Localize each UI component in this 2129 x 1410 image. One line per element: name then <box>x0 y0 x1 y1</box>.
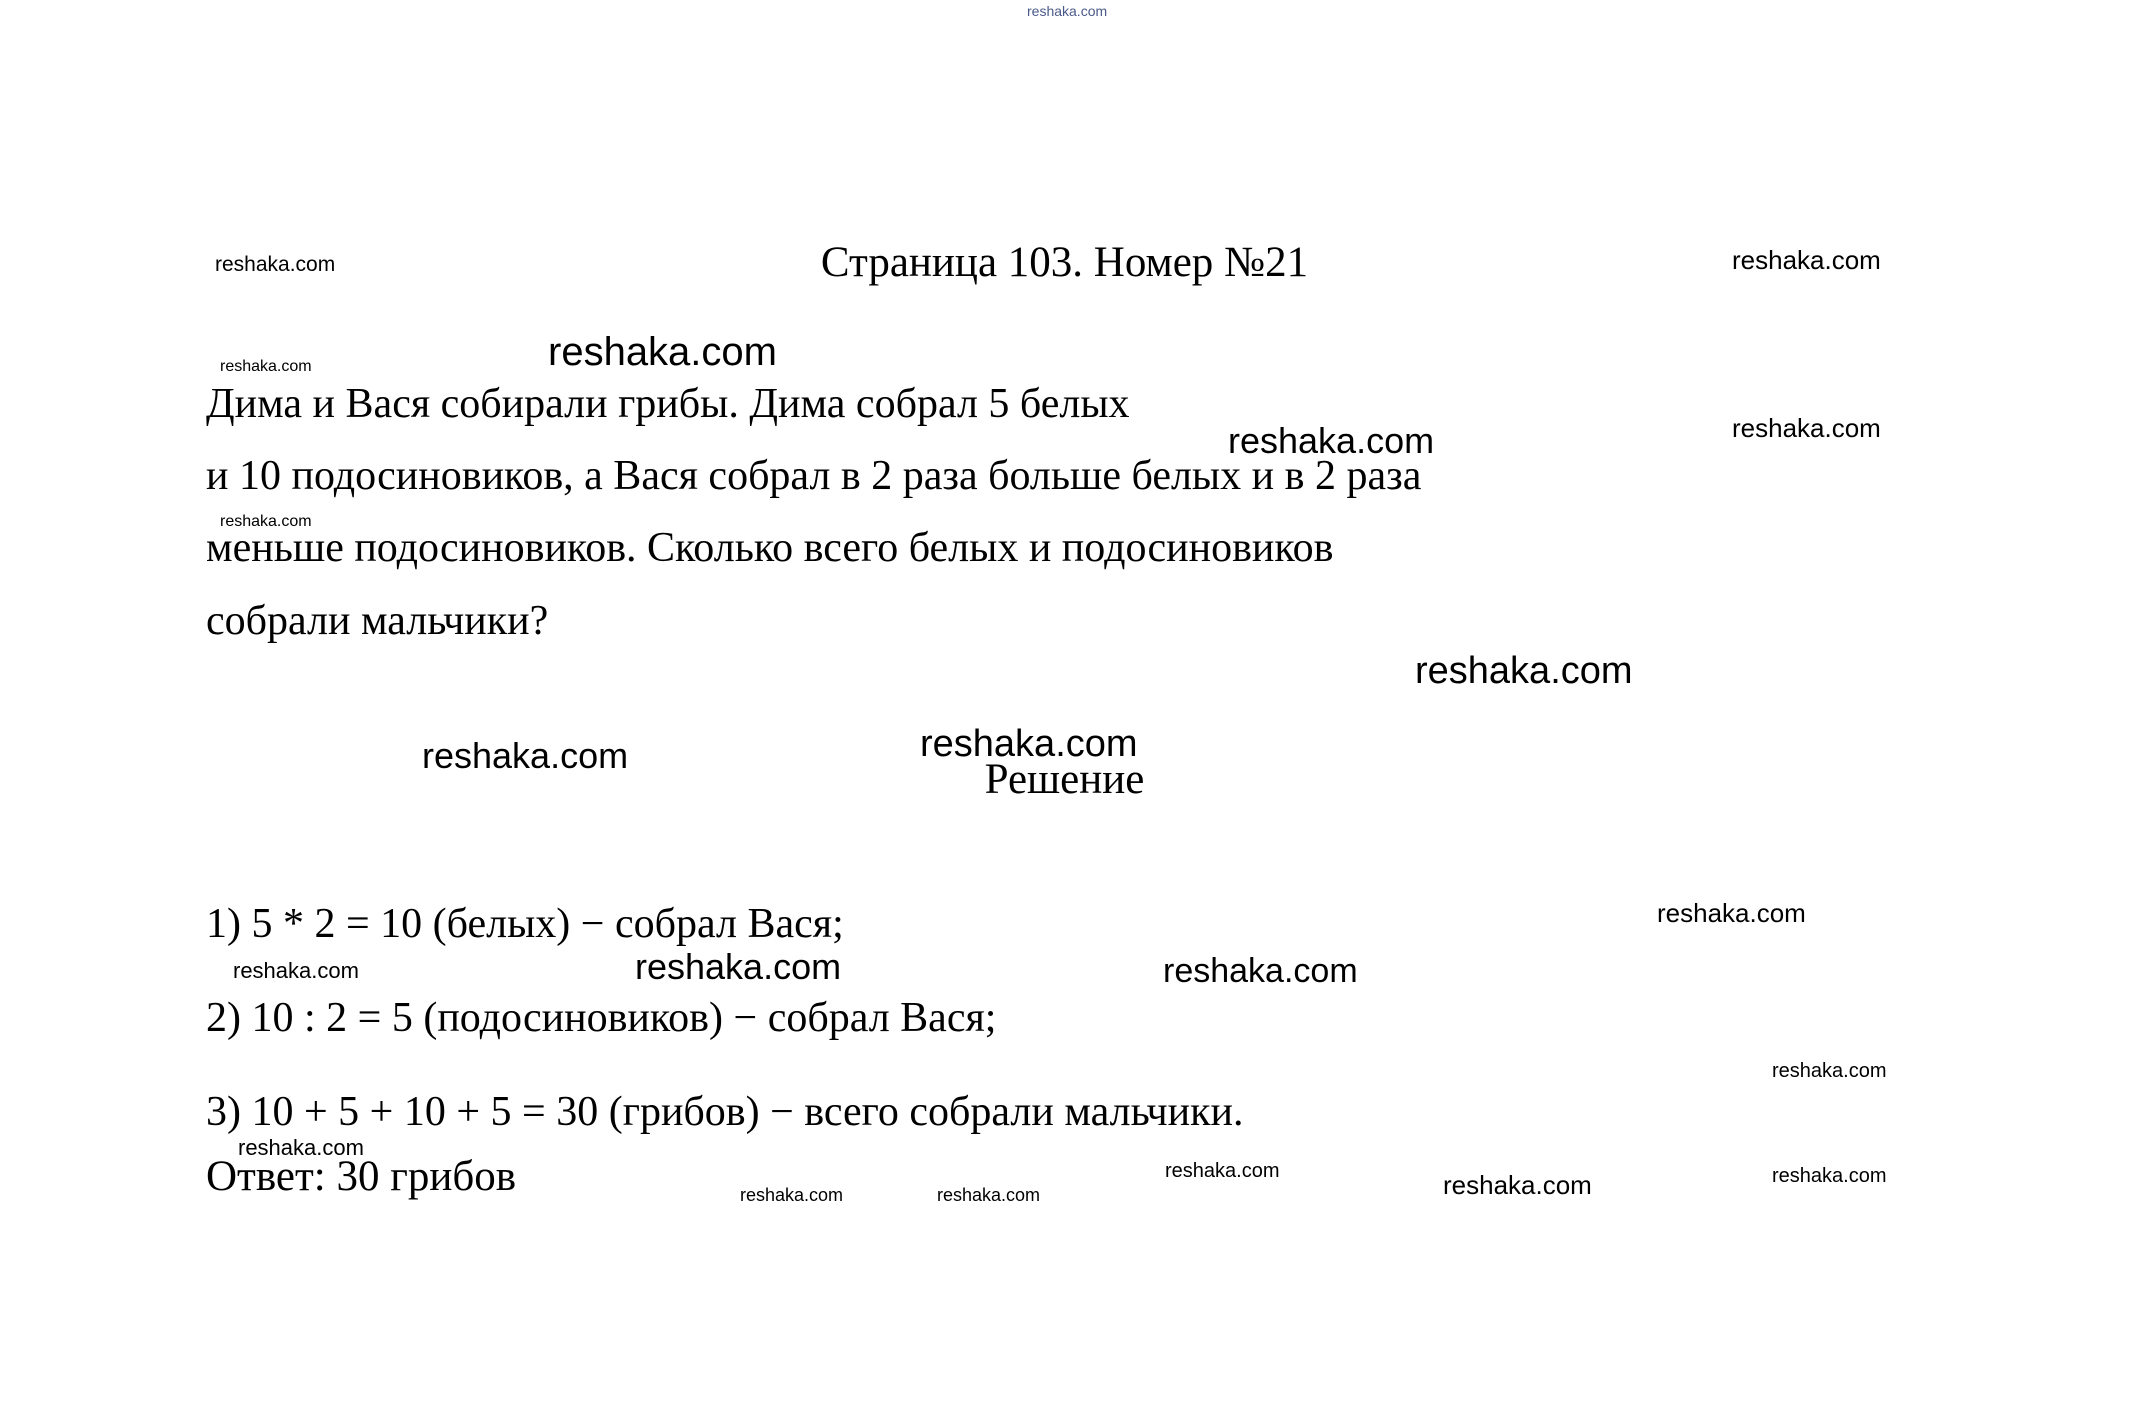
solution-heading: Решение <box>984 756 1145 803</box>
solution-step: 1) 5 * 2 = 10 (белых) − собрал Вася; <box>206 901 844 947</box>
watermark-text: reshaka.com <box>220 358 312 375</box>
watermark-text: reshaka.com <box>1732 245 1881 275</box>
watermark-text: reshaka.com <box>548 330 777 374</box>
problem-statement <box>206 368 1966 657</box>
problem-line: меньше подосиновиков. Сколько всего белых и подосиновиков <box>206 525 1334 572</box>
watermark-text: reshaka.com <box>937 1185 1041 1205</box>
solution-step: 3) 10 + 5 + 10 + 5 = 30 (грибов) − всего собрали мальчики. <box>206 1089 1244 1135</box>
watermark-text: reshaka.com <box>1732 413 1881 443</box>
watermark-text: reshaka.com <box>1163 952 1358 990</box>
watermark-text: reshaka.com <box>1657 898 1806 928</box>
watermark-text: reshaka.com <box>422 735 629 776</box>
watermark-text: reshaka.com <box>920 723 1138 765</box>
solution-step: 2) 10 : 2 = 5 (подосиновиков) − собрал Вася; <box>206 995 997 1041</box>
problem-line: и 10 подосиновиков, а Вася собрал в 2 раза больше белых и в 2 раза <box>206 453 1422 500</box>
watermark-text: reshaka.com <box>220 513 312 530</box>
watermark-text: reshaka.com <box>233 958 359 983</box>
problem-line: Дима и Вася собирали грибы. Дима собрал 5 белых <box>206 381 1130 427</box>
watermark-text: reshaka.com <box>1772 1165 1887 1187</box>
watermark-text: reshaka.com <box>1772 1060 1887 1082</box>
watermark-text: reshaka.com <box>1027 3 1108 19</box>
watermark-text: reshaka.com <box>1443 1170 1592 1200</box>
watermark-text: reshaka.com <box>238 1135 364 1160</box>
answer-line: Ответ: 30 грибов <box>206 1153 517 1200</box>
watermark-text: reshaka.com <box>1165 1160 1280 1182</box>
watermark-text: reshaka.com <box>215 253 336 276</box>
watermark-text: reshaka.com <box>1415 650 1633 692</box>
watermark-text: reshaka.com <box>1228 420 1435 461</box>
watermark-text: reshaka.com <box>740 1185 844 1205</box>
watermark-text: reshaka.com <box>635 946 842 987</box>
solution-steps <box>206 900 2006 1182</box>
page-title: Страница 103. Номер №21 <box>820 239 1309 286</box>
problem-line: собрали мальчики? <box>206 597 549 644</box>
